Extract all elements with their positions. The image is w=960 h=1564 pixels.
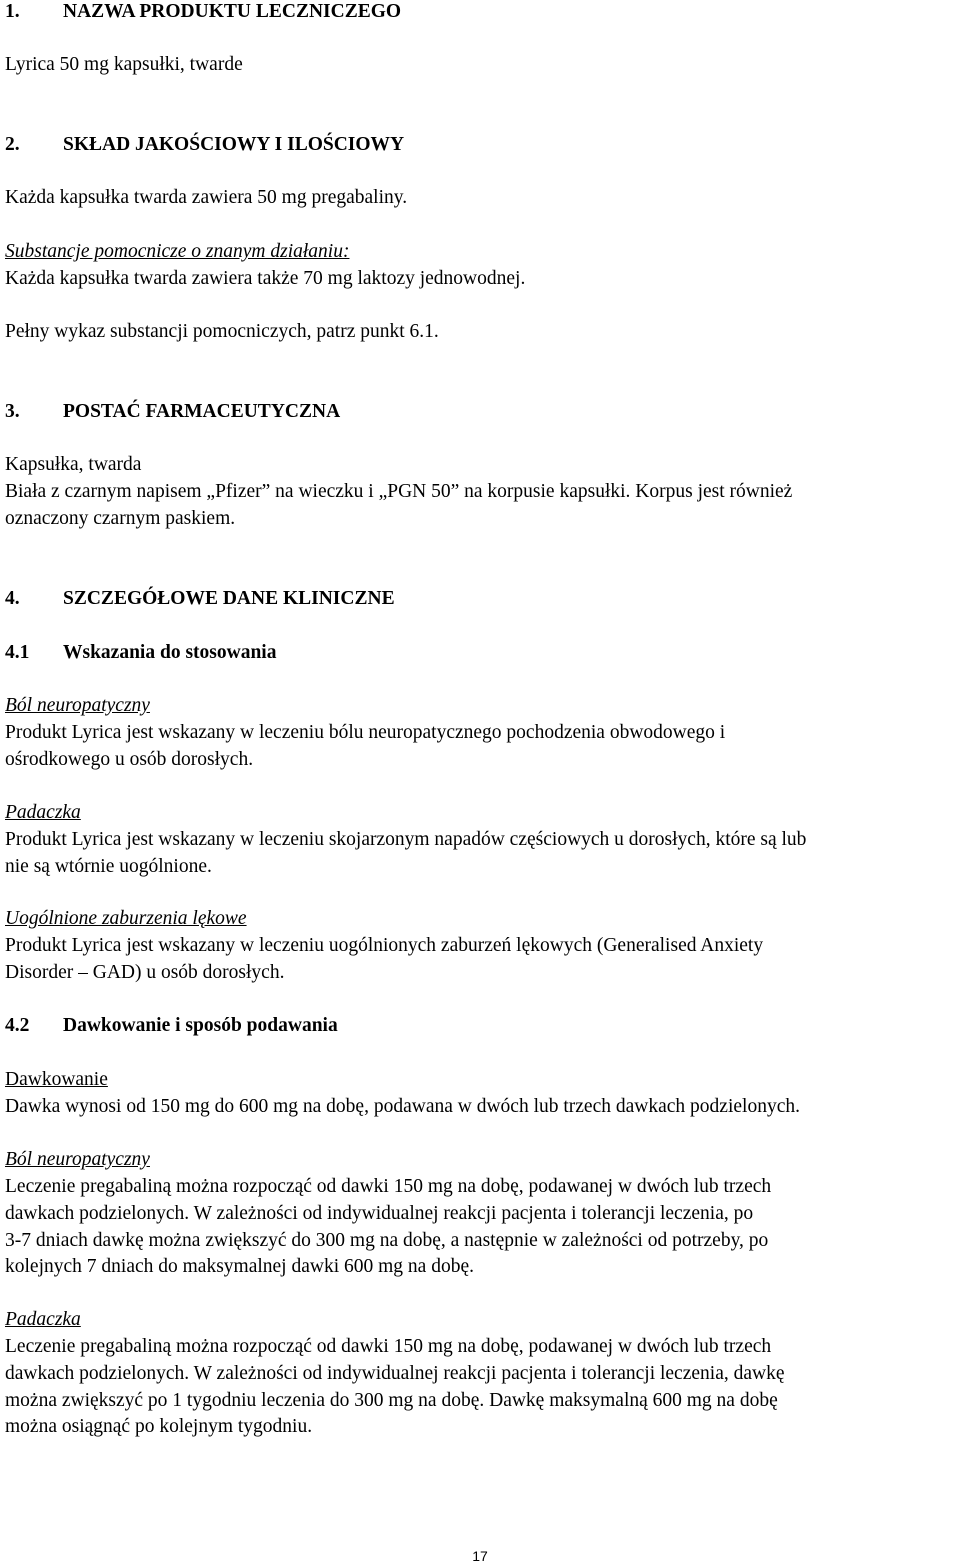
dosage-neuropathic-heading: Ból neuropatyczny [5,1149,150,1170]
section-4-2-title: Dawkowanie i sposób podawania [63,1015,338,1036]
indication-neuropathic-heading: Ból neuropatyczny [5,695,150,716]
dosage-line: Dawka wynosi od 150 mg do 600 mg na dobę, podawana w dwóch lub trzech dawkach podzielonych. [5,1096,800,1117]
appearance-line-2: oznaczony czarnym paskiem. [5,508,236,529]
section-3-number: 3. [5,401,20,422]
excipients-subheading: Substancje pomocnicze o znanym działaniu: [5,241,350,262]
dosage-epilepsy-line-3: można zwiększyć po 1 tygodniu leczenia do 300 mg na dobę. Dawkę maksymalną 600 mg na dobę [5,1390,778,1411]
section-2-heading [5,132,404,158]
section-3-title: POSTAĆ FARMACEUTYCZNA [63,401,341,422]
dosage-epilepsy-heading: Padaczka [5,1309,81,1330]
section-3-heading [5,399,340,425]
section-4-2-heading [5,1013,338,1039]
dosage-epilepsy-line-4: można osiągnąć po kolejnym tygodniu. [5,1416,313,1437]
section-4-1-number: 4.1 [5,642,30,663]
indication-gad-heading: Uogólnione zaburzenia lękowe [5,908,247,929]
section-1-title: NAZWA PRODUKTU LECZNICZEGO [63,1,402,22]
dosage-neuropathic-line-2: dawkach podzielonych. W zależności od indywidualnej reakcji pacjenta i tolerancji leczenia, po [5,1203,754,1224]
product-name-line: Lyrica 50 mg kapsułki, twarde [5,54,243,75]
indication-gad-line-1: Produkt Lyrica jest wskazany w leczeniu uogólnionych zaburzeń lękowych (Generalised Anxiety [5,935,764,956]
dosage-epilepsy-line-2: dawkach podzielonych. W zależności od indywidualnej reakcji pacjenta i tolerancji leczenia, dawkę [5,1363,785,1384]
section-4-1-heading [5,640,276,666]
indication-neuropathic-line-1: Produkt Lyrica jest wskazany w leczeniu bólu neuropatycznego pochodzenia obwodowego i [5,722,726,743]
dosage-neuropathic-line-4: kolejnych 7 dniach do maksymalnej dawki 600 mg na dobę. [5,1256,474,1277]
section-4-1-title: Wskazania do stosowania [63,642,277,663]
indication-neuropathic-line-2: ośrodkowego u osób dorosłych. [5,749,254,770]
section-1-heading [5,0,401,25]
section-2-title: SKŁAD JAKOŚCIOWY I ILOŚCIOWY [63,134,405,155]
form-line: Kapsułka, twarda [5,454,142,475]
dosage-epilepsy-line-1: Leczenie pregabaliną można rozpocząć od dawki 150 mg na dobę, podawanej w dwóch lub trzech [5,1336,772,1357]
excipients-reference-line: Pełny wykaz substancji pomocniczych, patrz punkt 6.1. [5,321,439,342]
indication-gad-line-2: Disorder – GAD) u osób dorosłych. [5,962,285,983]
section-4-heading [5,586,395,612]
indication-epilepsy-line-2: nie są wtórnie uogólnione. [5,856,212,877]
section-2-number: 2. [5,134,20,155]
section-1-number: 1. [5,1,20,22]
dosage-neuropathic-line-3: 3-7 dniach dawkę można zwiększyć do 300 mg na dobę, a następnie w zależności od potrzeby, po [5,1230,769,1251]
dosage-neuropathic-line-1: Leczenie pregabaliną można rozpocząć od dawki 150 mg na dobę, podawanej w dwóch lub trzech [5,1176,772,1197]
page-number: 17 [472,1548,488,1564]
dosage-heading: Dawkowanie [5,1069,108,1090]
appearance-line-1: Biała z czarnym napisem „Pfizer” na wieczku i „PGN 50” na korpusie kapsułki. Korpus jest również [5,481,793,502]
section-4-2-number: 4.2 [5,1015,30,1036]
section-4-title: SZCZEGÓŁOWE DANE KLINICZNE [63,588,395,609]
composition-line: Każda kapsułka twarda zawiera 50 mg pregabaliny. [5,187,408,208]
indication-epilepsy-line-1: Produkt Lyrica jest wskazany w leczeniu skojarzonym napadów częściowych u dorosłych, które są lub [5,829,807,850]
lactose-line: Każda kapsułka twarda zawiera także 70 mg laktozy jednowodnej. [5,268,526,289]
indication-epilepsy-heading: Padaczka [5,802,81,823]
section-4-number: 4. [5,588,20,609]
